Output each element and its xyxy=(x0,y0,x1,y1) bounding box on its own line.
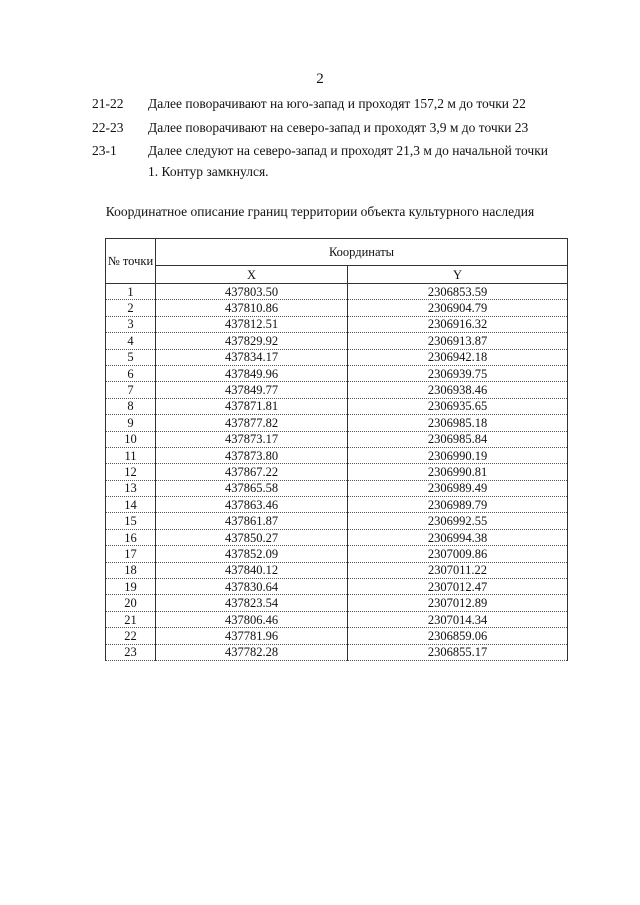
x-cell: 437861.87 xyxy=(156,513,348,529)
y-cell: 2306989.49 xyxy=(348,480,568,496)
table-row xyxy=(106,513,568,529)
x-cell: 437852.09 xyxy=(156,546,348,562)
point-number-cell: 11 xyxy=(106,447,156,463)
point-number-cell: 4 xyxy=(106,333,156,349)
table-row xyxy=(106,365,568,381)
y-cell: 2307014.34 xyxy=(348,611,568,627)
point-number-cell: 7 xyxy=(106,382,156,398)
point-number-cell: 2 xyxy=(106,300,156,316)
x-cell: 437865.58 xyxy=(156,480,348,496)
y-cell: 2306992.55 xyxy=(348,513,568,529)
x-cell: 437782.28 xyxy=(156,644,348,660)
table-row xyxy=(106,644,568,660)
point-number-cell: 22 xyxy=(106,628,156,644)
x-cell: 437803.50 xyxy=(156,284,348,300)
header-x: X xyxy=(156,266,348,284)
coordinates-table xyxy=(105,238,568,661)
y-cell: 2306938.46 xyxy=(348,382,568,398)
x-cell: 437834.17 xyxy=(156,349,348,365)
route-segment: 23-1 xyxy=(92,143,117,158)
y-cell: 2306859.06 xyxy=(348,628,568,644)
y-cell: 2307011.22 xyxy=(348,562,568,578)
point-number-cell: 18 xyxy=(106,562,156,578)
y-cell: 2306939.75 xyxy=(348,365,568,381)
y-cell: 2306985.84 xyxy=(348,431,568,447)
point-number-cell: 19 xyxy=(106,579,156,595)
header-coordinates: Координаты xyxy=(156,239,568,266)
x-cell: 437829.92 xyxy=(156,333,348,349)
header-y: Y xyxy=(348,266,568,284)
table-row xyxy=(106,464,568,480)
table-row xyxy=(106,333,568,349)
page-number: 2 xyxy=(316,71,324,87)
table-row xyxy=(106,415,568,431)
coordinates-rows xyxy=(106,284,568,661)
table-row xyxy=(106,300,568,316)
point-number-cell: 8 xyxy=(106,398,156,414)
table-row xyxy=(106,398,568,414)
point-number-cell: 3 xyxy=(106,316,156,332)
point-number-cell: 14 xyxy=(106,497,156,513)
y-cell: 2306904.79 xyxy=(348,300,568,316)
point-number-cell: 6 xyxy=(106,365,156,381)
x-cell: 437781.96 xyxy=(156,628,348,644)
x-cell: 437849.77 xyxy=(156,382,348,398)
point-number-cell: 17 xyxy=(106,546,156,562)
table-row xyxy=(106,611,568,627)
y-cell: 2306916.32 xyxy=(348,316,568,332)
y-cell: 2306994.38 xyxy=(348,529,568,545)
table-row xyxy=(106,579,568,595)
y-cell: 2307012.47 xyxy=(348,579,568,595)
route-text: Далее следуют на северо-запад и проходят 21,3 м до начальной точки xyxy=(148,143,548,158)
x-cell: 437871.81 xyxy=(156,398,348,414)
point-number-cell: 15 xyxy=(106,513,156,529)
table-caption: Координатное описание границ территории объекта культурного наследия xyxy=(105,204,535,219)
point-number-cell: 13 xyxy=(106,480,156,496)
table-row xyxy=(106,447,568,463)
x-cell: 437810.86 xyxy=(156,300,348,316)
x-cell: 437840.12 xyxy=(156,562,348,578)
x-cell: 437877.82 xyxy=(156,415,348,431)
y-cell: 2307012.89 xyxy=(348,595,568,611)
point-number-cell: 23 xyxy=(106,644,156,660)
table-row xyxy=(106,628,568,644)
point-number-cell: 21 xyxy=(106,611,156,627)
y-cell: 2307009.86 xyxy=(348,546,568,562)
x-cell: 437806.46 xyxy=(156,611,348,627)
y-cell: 2306985.18 xyxy=(348,415,568,431)
header-point-number: № точки xyxy=(106,239,156,284)
route-segment: 21-22 xyxy=(92,96,124,111)
point-number-cell: 9 xyxy=(106,415,156,431)
point-number-cell: 16 xyxy=(106,529,156,545)
table-row xyxy=(106,349,568,365)
x-cell: 437849.96 xyxy=(156,365,348,381)
y-cell: 2306990.81 xyxy=(348,464,568,480)
x-cell: 437823.54 xyxy=(156,595,348,611)
x-cell: 437867.22 xyxy=(156,464,348,480)
y-cell: 2306990.19 xyxy=(348,447,568,463)
table-row xyxy=(106,284,568,300)
table-row xyxy=(106,497,568,513)
y-cell: 2306989.79 xyxy=(348,497,568,513)
x-cell: 437873.80 xyxy=(156,447,348,463)
route-continuation: 1. Контур замкнулся. xyxy=(148,164,269,179)
point-number-cell: 1 xyxy=(106,284,156,300)
y-cell: 2306935.65 xyxy=(348,398,568,414)
x-cell: 437850.27 xyxy=(156,529,348,545)
y-cell: 2306853.59 xyxy=(348,284,568,300)
x-cell: 437812.51 xyxy=(156,316,348,332)
route-segment: 22-23 xyxy=(92,120,124,135)
point-number-cell: 5 xyxy=(106,349,156,365)
table-row xyxy=(106,546,568,562)
x-cell: 437873.17 xyxy=(156,431,348,447)
table-row xyxy=(106,562,568,578)
point-number-cell: 12 xyxy=(106,464,156,480)
table-row xyxy=(106,480,568,496)
table-row xyxy=(106,529,568,545)
table-row xyxy=(106,382,568,398)
x-cell: 437863.46 xyxy=(156,497,348,513)
point-number-cell: 20 xyxy=(106,595,156,611)
route-text: Далее поворачивают на юго-запад и проходят 157,2 м до точки 22 xyxy=(148,96,526,111)
table-row xyxy=(106,595,568,611)
y-cell: 2306855.17 xyxy=(348,644,568,660)
table-row xyxy=(106,431,568,447)
y-cell: 2306942.18 xyxy=(348,349,568,365)
route-text: Далее поворачивают на северо-запад и проходят 3,9 м до точки 23 xyxy=(148,120,529,135)
table-row xyxy=(106,316,568,332)
point-number-cell: 10 xyxy=(106,431,156,447)
x-cell: 437830.64 xyxy=(156,579,348,595)
y-cell: 2306913.87 xyxy=(348,333,568,349)
